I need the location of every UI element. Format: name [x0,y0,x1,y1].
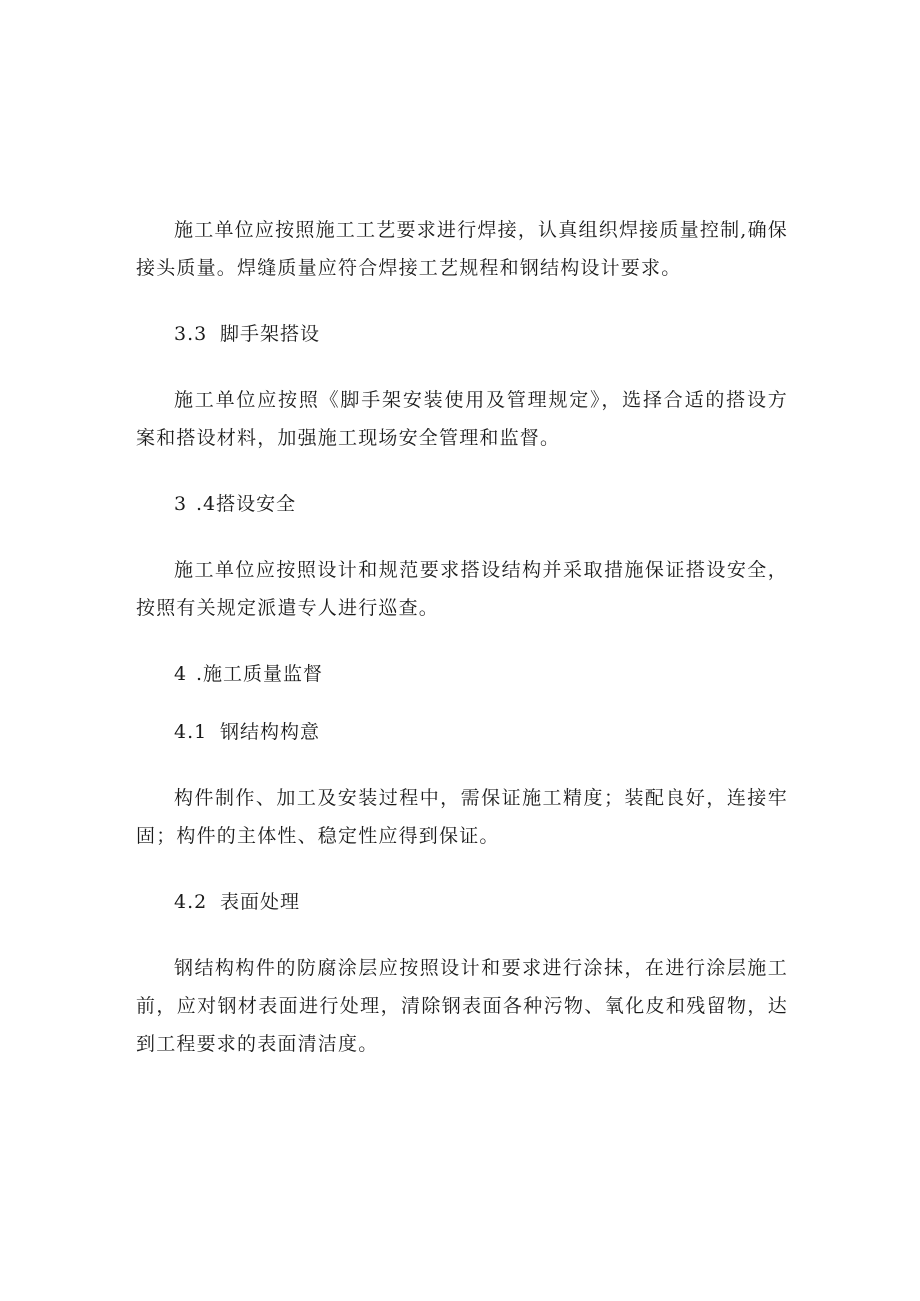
paragraph-component-fabrication: 构件制作、加工及安装过程中，需保证施工精度；装配良好，连接牢固；构件的主体性、稳定性应得到保证。 [136,787,788,847]
heading-title: 钢结构构意 [220,721,321,743]
heading-number: 4 [174,663,188,685]
heading-title: 脚手架搭设 [220,323,321,345]
heading-4-1 [136,713,788,751]
heading-4-2 [136,883,788,921]
heading-number: 4.2 [174,891,208,913]
paragraph-surface-treatment: 钢结构构件的防腐涂层应按照设计和要求进行涂抹，在进行涂层施工前，应对钢材表面进行处理，清除钢表面各种污物、氧化皮和残留物，达到工程要求的表面清洁度。 [136,957,788,1055]
paragraph-scaffold-safety: 施工单位应按照设计和规范要求搭设结构并采取措施保证搭设安全，按照有关规定派遣专人进行巡查。 [136,559,788,619]
paragraph-welding-quality: 施工单位应按照施工工艺要求进行焊接，认真组织焊接质量控制,确保接头质量。焊缝质量应符合焊接工艺规程和钢结构设计要求。 [136,219,788,279]
paragraph-scaffold-setup: 施工单位应按照《脚手架安装使用及管理规定》，选择合适的搭设方案和搭设材料，加强施工现场安全管理和监督。 [136,389,788,449]
heading-4 [136,655,788,693]
heading-number: 4.1 [174,721,208,743]
heading-number: 3.3 [174,323,208,345]
heading-title: 表面处理 [220,891,301,913]
heading-title: .4搭设安全 [196,493,297,515]
heading-number: 3 [174,493,188,515]
heading-title: .施工质量监督 [196,663,324,685]
heading-3-4 [136,485,788,523]
heading-3-3 [136,315,788,353]
document-page [136,211,788,1063]
